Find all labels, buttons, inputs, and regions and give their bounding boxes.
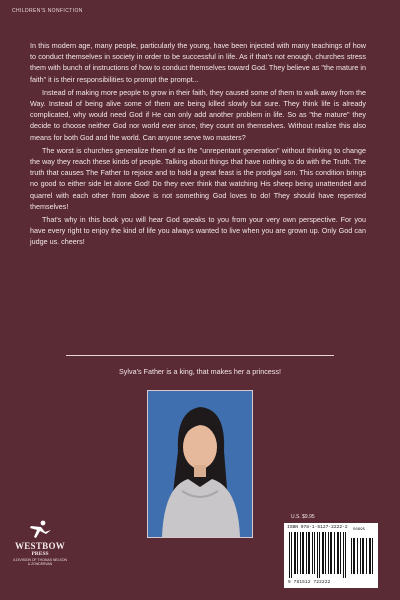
isbn-barcode (284, 523, 378, 588)
leaping-figure-logo-icon (27, 520, 53, 540)
publisher-sub: PRESS (31, 551, 49, 557)
blurb-paragraph: That's why in this book you will hear God speaks to you from your very own perspective. For you have every right to enjoy the kind of life you always wanted to live when you are grown up. Only God can judge us. cheers! (30, 215, 366, 247)
blurb-paragraph: Instead of making more people to grow in their faith, they caused some of them to walk away from the Way. Instead of being alive some of them are being killed slowly but sure. They think life is already complicated, why would need God if He can only add another problem in life. So as "the mature" they decide to choose neither God nor world ever since, they count on themselves. Without realize this also means for both God and the world. Can anyone serve two masters? (30, 87, 366, 142)
isbn-text: ISBN 978-1-5127-2222-2 (287, 525, 348, 530)
blurb-paragraph: In this modern age, many people, particularly the young, have been injected with many teachings of how to conduct themselves in society in order to be successful in life. As if that's not enough, churches stress them with bunch of instructions of how to conduct themselves toward God. They believe as "the mature in faith" it is their responsibilities to prompt the prompt... (30, 41, 366, 84)
price-label: U.S. $9.95 (291, 514, 315, 520)
barcode-digits: 9 781512 722222 (288, 580, 331, 585)
addon-number: 50995 (353, 528, 366, 532)
author-caption: Sylva's Father is a king, that makes her a princess! (119, 367, 281, 376)
blurb-paragraph: The worst is churches generalize them of as the "unrepentant generation" without thinking to change the way they reach these kinds of people. Talking about things that have nothing to do with the Truth. The truth that causes The Father to rejoice and to hold a great feast is the prodigal son. This condition brings no good to either side let alone God! Do they ever think that watching His sheep being unattended and quarrel with each other from above is not something God loves to do! They should have repented themselves! (30, 145, 366, 211)
barcode-bars (288, 532, 348, 578)
publisher-logo (12, 520, 68, 566)
category-label: CHILDREN'S NONFICTION (12, 8, 83, 14)
addon-bars (350, 532, 374, 574)
publisher-tagline: A DIVISION OF THOMAS NELSON & ZONDERVAN (13, 558, 67, 566)
author-photo (147, 390, 253, 538)
publisher-name: WESTBOW (14, 541, 66, 551)
divider (66, 355, 334, 356)
back-cover-blurb (30, 40, 366, 250)
